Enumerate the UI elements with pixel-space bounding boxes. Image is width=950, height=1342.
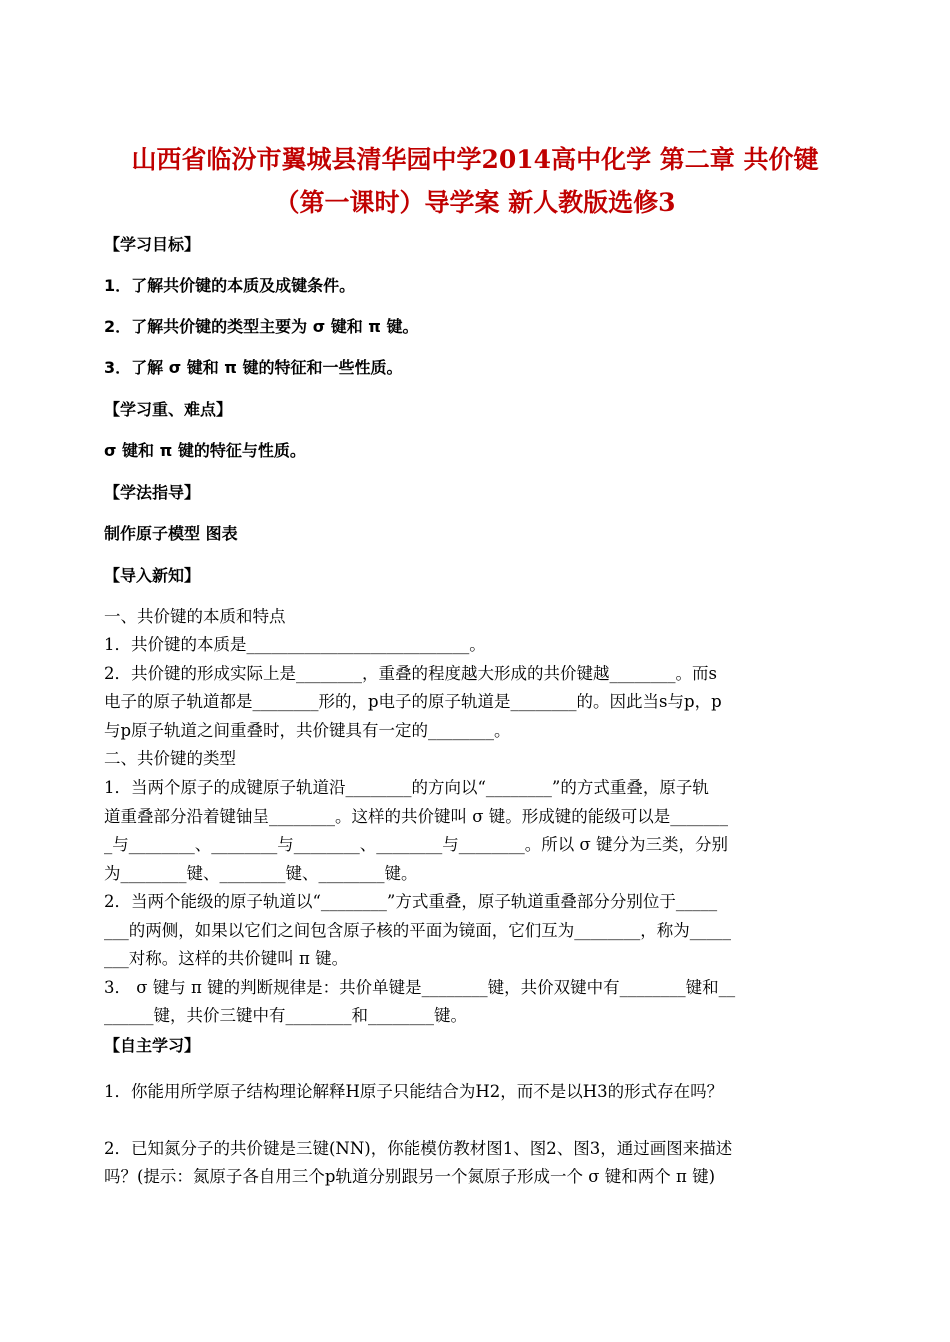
intro-heading: 【导入新知】 bbox=[104, 566, 201, 585]
goals-heading: 【学习目标】 bbox=[104, 235, 201, 254]
intro-line: 1．当两个原子的成键原子轨道沿________的方向以“________”的方式重叠，原子轨 bbox=[104, 778, 709, 797]
goal-item-3: 3．了解 σ 键和 π 键的特征和一些性质。 bbox=[104, 358, 403, 377]
self-study-question-2-line1: 2．已知氮分子的共价键是三键(NN)，你能模仿教材图1、图2、图3，通过画图来描述 bbox=[104, 1139, 733, 1158]
method-text: 制作原子模型 图表 bbox=[104, 524, 238, 543]
intro-line: 与p原子轨道之间重叠时，共价键具有一定的________。 bbox=[104, 721, 511, 740]
goal-item-2: 2．了解共价键的类型主要为 σ 键和 π 键。 bbox=[104, 317, 419, 336]
goal-item-1: 1．了解共价键的本质及成键条件。 bbox=[104, 276, 356, 295]
intro-line: 一、共价键的本质和特点 bbox=[104, 607, 286, 626]
document-title-line2: （第一课时）导学案 新人教版选修3 bbox=[274, 188, 676, 217]
key-points-text: σ 键和 π 键的特征与性质。 bbox=[104, 441, 306, 460]
key-points-heading: 【学习重、难点】 bbox=[104, 400, 233, 419]
intro-line: 2．当两个能级的原子轨道以“________”方式重叠，原子轨道重叠部分分别位于_____ bbox=[104, 892, 718, 911]
self-study-question-2-line2: 吗？(提示：氮原子各自用三个p轨道分别跟另一个氮原子形成一个 σ 键和两个 π 键) bbox=[104, 1167, 716, 1186]
method-heading: 【学法指导】 bbox=[104, 483, 201, 502]
intro-line: 二、共价键的类型 bbox=[104, 749, 236, 768]
intro-line: 为________键、________键、________键。 bbox=[104, 864, 418, 883]
document-title-line1: 山西省临汾市翼城县清华园中学2014高中化学 第二章 共价键 bbox=[131, 145, 819, 174]
intro-line: _与________、________与________、________与________。所以 σ 键分为三类，分别 bbox=[104, 835, 729, 854]
intro-line: ___对称。这样的共价键叫 π 键。 bbox=[104, 949, 349, 968]
intro-line: 2．共价键的形成实际上是________，重叠的程度越大形成的共价键越________。而s bbox=[104, 664, 717, 683]
self-study-question-1: 1．你能用所学原子结构理论解释H原子只能结合为H2，而不是以H3的形式存在吗？ bbox=[104, 1082, 724, 1101]
intro-line: ______键，共价三键中有________和________键。 bbox=[104, 1006, 467, 1025]
intro-line: 3． σ 键与 π 键的判断规律是：共价单键是________键，共价双键中有________键和__ bbox=[104, 978, 736, 997]
intro-line: 道重叠部分沿着键铀呈________。这样的共价键叫 σ 键。形成键的能级可以是_______ bbox=[104, 807, 729, 826]
intro-line: 电子的原子轨道都是________形的，p电子的原子轨道是________的。因此当s与p，p bbox=[104, 692, 722, 711]
self-study-heading: 【自主学习】 bbox=[104, 1036, 201, 1055]
intro-line: ___的两侧，如果以它们之间包含原子核的平面为镜面，它们互为________，称为_____ bbox=[104, 921, 731, 940]
intro-line: 1．共价键的本质是___________________________。 bbox=[104, 635, 486, 654]
